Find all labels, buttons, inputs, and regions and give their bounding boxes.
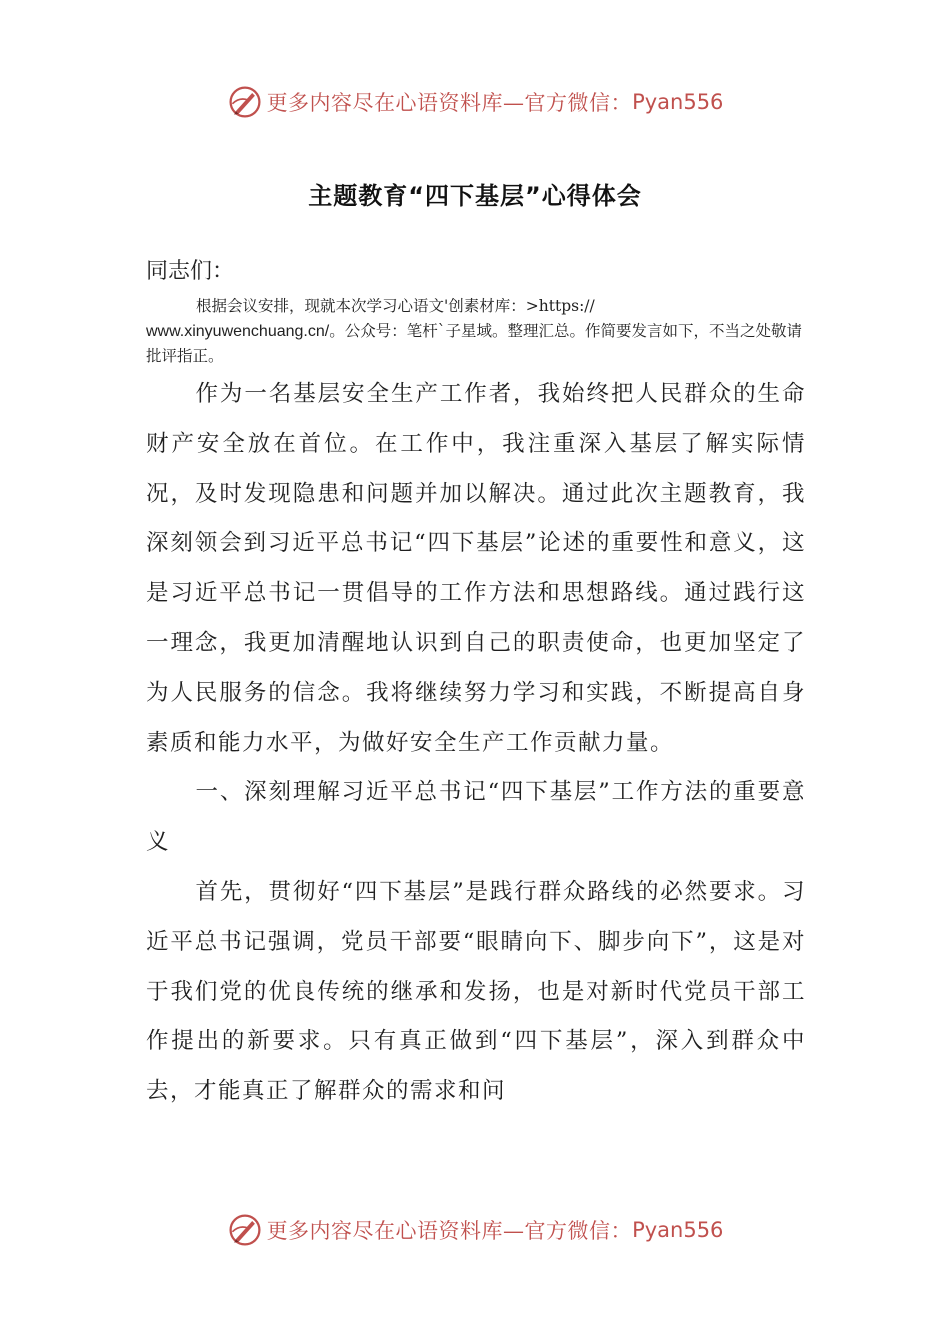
note-url: www.xinyuwenchuang.cn/ [146, 323, 330, 340]
header-watermark-banner [0, 80, 950, 124]
banner-text: 更多内容尽在心语资料库—官方微信： [266, 91, 633, 115]
footer-watermark-banner [0, 1208, 950, 1252]
banner-wechat-id: Pyan556 [632, 90, 724, 114]
greeting: 同志们： [146, 259, 235, 284]
paragraph-first: 首先，贯彻好“四下基层”是践行群众路线的必然要求。习近平总书记强调，党员干部要“眼睛向下、脚步向下”，这是对于我们党的优良传统的继承和发扬，也是对新时代党员干部工作提出的新要求。只有真正做到“四下基层”，深入到群众中去，才能真正了解群众的需求和问 [146, 878, 806, 1105]
banner-wechat-id: Pyan556 [632, 1218, 724, 1242]
section-heading-1: 一、深刻理解习近平总书记“四下基层”工作方法的重要意义 [146, 779, 806, 856]
document-body [146, 370, 806, 1117]
document-title: 主题教育“四下基层”心得体会 [308, 182, 642, 210]
note-text-part2: 。公众号：笔杆`子星域。整理汇总。作简要发言如下，不当之处敬请批评指正。 [146, 322, 802, 365]
source-note [146, 294, 814, 369]
pen-logo-icon [227, 1212, 263, 1248]
note-text-part1: 根据会议安排，现就本次学习心语文'创素材库：>https:// [196, 297, 595, 315]
banner-text: 更多内容尽在心语资料库—官方微信： [266, 1219, 633, 1243]
paragraph-intro: 作为一名基层安全生产工作者，我始终把人民群众的生命财产安全放在首位。在工作中，我注重深入基层了解实际情况，及时发现隐患和问题并加以解决。通过此次主题教育，我深刻领会到习近平总书记“四下基层”论述的重要性和意义，这是习近平总书记一贯倡导的工作方法和思想路线。通过践行这一理念，我更加清醒地认识到自己的职责使命，也更加坚定了为人民服务的信念。我将继续努力学习和实践，不断提高自身素质和能力水平，为做好安全生产工作贡献力量。 [146, 381, 806, 756]
pen-logo-icon [227, 84, 263, 120]
